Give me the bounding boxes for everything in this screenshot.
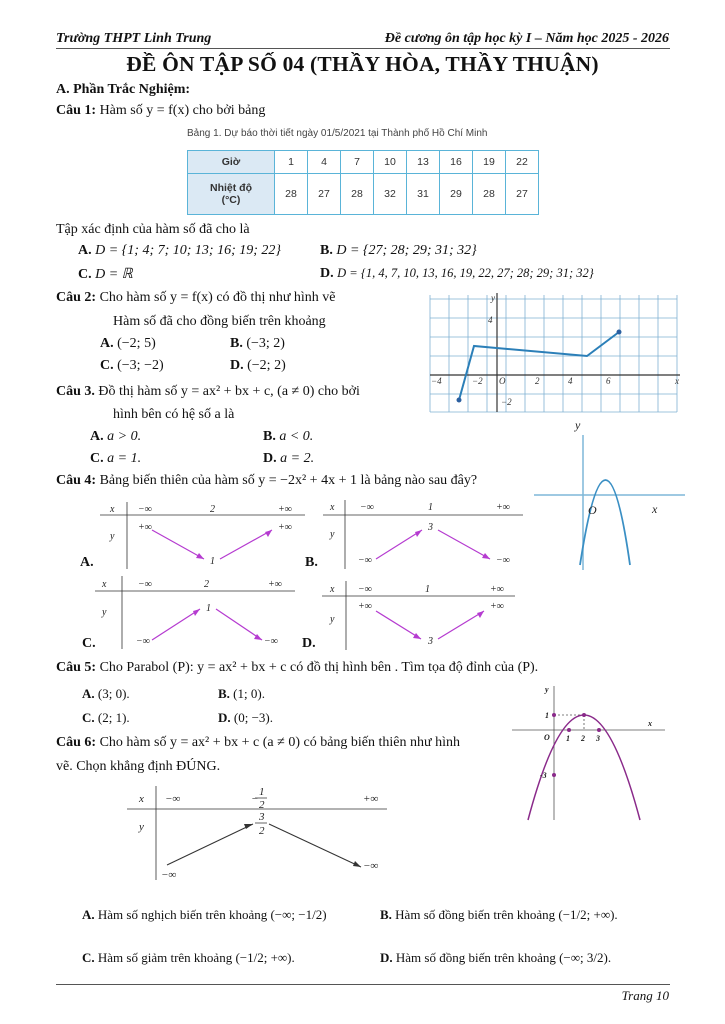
svg-text:2: 2 bbox=[210, 504, 215, 515]
q6-option-b[interactable]: B. Hàm số đồng biến trên khoảng (−1/2; +∞). bbox=[380, 907, 618, 922]
q1-option-c[interactable]: C. D = ℝ bbox=[78, 267, 133, 282]
q1-stem: Câu 1: Hàm số y = f(x) cho bởi bảng bbox=[56, 103, 266, 118]
q6-variation-table bbox=[125, 782, 390, 882]
q3-graph bbox=[530, 415, 690, 575]
parabola bbox=[528, 715, 640, 820]
graph-point bbox=[617, 330, 622, 335]
svg-text:x: x bbox=[102, 579, 107, 590]
svg-text:x: x bbox=[139, 793, 144, 805]
svg-text:−∞: −∞ bbox=[358, 555, 372, 566]
svg-text:+∞: +∞ bbox=[278, 522, 292, 533]
svg-text:y: y bbox=[575, 418, 581, 432]
svg-text:x: x bbox=[330, 584, 335, 595]
course-title: Đề cương ôn tập học kỳ I – Năm học 2025 - 2026 bbox=[384, 31, 669, 46]
q6-option-d[interactable]: D. Hàm số đồng biến trên khoảng (−∞; 3/2). bbox=[380, 950, 612, 965]
q3-stem: Câu 3. Đồ thị hàm số y = ax² + bx + c, (a ≠ 0) cho bởi bbox=[56, 384, 360, 399]
temp-cell: 27 bbox=[506, 174, 539, 215]
svg-text:2: 2 bbox=[581, 734, 585, 743]
svg-text:2: 2 bbox=[204, 579, 209, 590]
q3-option-c[interactable]: C. a = 1. bbox=[90, 451, 142, 466]
q1-option-b[interactable]: B. D = {27; 28; 29; 31; 32} bbox=[320, 243, 477, 258]
svg-text:y: y bbox=[330, 614, 335, 625]
svg-text:−2: −2 bbox=[501, 397, 512, 407]
q2-option-c[interactable]: C. (−3; −2) bbox=[100, 358, 164, 373]
temp-cell: 29 bbox=[440, 174, 473, 215]
q4-option-d[interactable]: D. bbox=[302, 636, 316, 651]
svg-text:−∞: −∞ bbox=[264, 636, 278, 647]
hour-cell: 19 bbox=[473, 151, 506, 174]
q1-option-d[interactable]: D. D = {1, 4, 7, 10, 13, 16, 19, 22, 27; 28; 29; 31; 32} bbox=[320, 266, 594, 281]
svg-text:1: 1 bbox=[566, 734, 570, 743]
temp-cell: 31 bbox=[407, 174, 440, 215]
temp-cell: 28 bbox=[341, 174, 374, 215]
svg-text:−∞: −∞ bbox=[138, 579, 152, 590]
svg-text:x: x bbox=[110, 504, 115, 515]
svg-text:4: 4 bbox=[488, 315, 493, 325]
hour-cell: 13 bbox=[407, 151, 440, 174]
q5-graph bbox=[510, 682, 670, 822]
graph-curve bbox=[459, 332, 619, 400]
svg-text:y: y bbox=[102, 607, 107, 618]
svg-text:−∞: −∞ bbox=[138, 504, 152, 515]
svg-text:2: 2 bbox=[259, 825, 265, 837]
svg-text:y: y bbox=[139, 821, 144, 833]
school-name: Trường THPT Linh Trung bbox=[56, 31, 212, 46]
q6-stem: Câu 6: Cho hàm số y = ax² + bx + c (a ≠ 0) có bảng biến thiên như hình bbox=[56, 735, 460, 750]
svg-text:O: O bbox=[499, 376, 506, 386]
q5-option-a[interactable]: A. (3; 0). bbox=[82, 686, 130, 701]
svg-text:−∞: −∞ bbox=[165, 793, 181, 805]
svg-text:1: 1 bbox=[425, 584, 430, 595]
svg-text:−∞: −∞ bbox=[363, 860, 379, 872]
q4-stem: Câu 4: Bảng biến thiên của hàm số y = −2x² + 4x + 1 là bảng nào sau đây? bbox=[56, 473, 478, 488]
svg-text:−∞: −∞ bbox=[360, 502, 374, 513]
svg-text:y: y bbox=[330, 529, 335, 540]
svg-text:1: 1 bbox=[428, 502, 433, 513]
svg-text:1: 1 bbox=[259, 786, 265, 798]
svg-text:+∞: +∞ bbox=[496, 502, 510, 513]
q4-table-b bbox=[318, 497, 528, 572]
q5-option-b[interactable]: B. (1; 0). bbox=[218, 686, 265, 701]
q6-option-a[interactable]: A. Hàm số nghịch biến trên khoảng (−∞; −1/2) bbox=[82, 907, 327, 922]
q2-option-d[interactable]: D. (−2; 2) bbox=[230, 358, 286, 373]
svg-text:−2: −2 bbox=[472, 376, 483, 386]
svg-text:O: O bbox=[544, 733, 550, 742]
q5-stem: Câu 5: Cho Parabol (P): y = ax² + bx + c có đồ thị hình bên . Tìm tọa độ đỉnh của (P). bbox=[56, 660, 539, 675]
svg-text:3: 3 bbox=[596, 734, 600, 743]
q1-table-caption: Bảng 1. Dự báo thời tiết ngày 01/5/2021 tại Thành phố Hồ Chí Minh bbox=[187, 128, 488, 139]
svg-text:+∞: +∞ bbox=[268, 579, 282, 590]
q3-option-a[interactable]: A. a > 0. bbox=[90, 429, 142, 444]
hour-cell: 22 bbox=[506, 151, 539, 174]
svg-text:2: 2 bbox=[259, 799, 265, 811]
q4-option-c[interactable]: C. bbox=[82, 636, 96, 651]
svg-text:1: 1 bbox=[545, 711, 549, 720]
graph-point bbox=[457, 398, 462, 403]
svg-text:+∞: +∞ bbox=[363, 793, 379, 805]
q1-prompt: Tập xác định của hàm số đã cho là bbox=[56, 222, 250, 237]
svg-text:O: O bbox=[588, 503, 597, 517]
q2-graph bbox=[425, 290, 685, 415]
svg-text:+∞: +∞ bbox=[358, 601, 372, 612]
q2-option-b[interactable]: B. (−3; 2) bbox=[230, 336, 285, 351]
hour-cell: 4 bbox=[308, 151, 341, 174]
svg-text:3: 3 bbox=[428, 522, 433, 533]
q1-option-a[interactable]: A. D = {1; 4; 7; 10; 13; 16; 19; 22} bbox=[78, 243, 282, 258]
svg-text:-3: -3 bbox=[540, 771, 547, 780]
q4-table-a bbox=[80, 497, 310, 572]
table-header-temp: Nhiệt độ (°C) bbox=[188, 174, 275, 215]
q5-option-d[interactable]: D. (0; −3). bbox=[218, 710, 273, 725]
svg-text:+∞: +∞ bbox=[138, 522, 152, 533]
svg-text:x: x bbox=[652, 502, 658, 516]
svg-text:−: − bbox=[251, 793, 259, 805]
svg-text:6: 6 bbox=[606, 376, 611, 386]
q3-prompt: hình bên có hệ số a là bbox=[113, 407, 235, 422]
svg-text:−4: −4 bbox=[431, 376, 442, 386]
svg-text:+∞: +∞ bbox=[278, 504, 292, 515]
svg-text:1: 1 bbox=[210, 556, 215, 567]
svg-text:3: 3 bbox=[428, 636, 433, 647]
temp-cell: 32 bbox=[374, 174, 407, 215]
svg-text:y: y bbox=[110, 531, 115, 542]
svg-text:−∞: −∞ bbox=[161, 869, 177, 881]
svg-text:+∞: +∞ bbox=[490, 584, 504, 595]
q4-table-d bbox=[320, 578, 520, 653]
q6-stem-2: vẽ. Chọn khẳng định ĐÚNG. bbox=[56, 759, 221, 774]
svg-text:−∞: −∞ bbox=[136, 636, 150, 647]
svg-text:1: 1 bbox=[206, 603, 211, 614]
svg-text:x: x bbox=[648, 719, 652, 728]
q5-option-c[interactable]: C. (2; 1). bbox=[82, 710, 130, 725]
svg-text:y: y bbox=[491, 293, 495, 303]
table-header-hour: Giờ bbox=[188, 151, 275, 174]
temp-cell: 28 bbox=[275, 174, 308, 215]
svg-text:y: y bbox=[545, 685, 549, 694]
svg-text:3: 3 bbox=[259, 811, 265, 823]
svg-text:−∞: −∞ bbox=[358, 584, 372, 595]
footer-rule bbox=[56, 984, 670, 985]
page-title: ĐỀ ÔN TẬP SỐ 04 (THẦY HÒA, THẦY THUẬN) bbox=[126, 52, 599, 76]
header-rule bbox=[56, 48, 670, 49]
q3-option-b[interactable]: B. a < 0. bbox=[263, 429, 314, 444]
hour-cell: 16 bbox=[440, 151, 473, 174]
hour-cell: 10 bbox=[374, 151, 407, 174]
svg-text:x: x bbox=[330, 502, 335, 513]
parabola bbox=[580, 480, 630, 565]
hour-cell: 7 bbox=[341, 151, 374, 174]
svg-text:+∞: +∞ bbox=[490, 601, 504, 612]
weather-table bbox=[187, 150, 539, 215]
q4-option-b[interactable]: B. bbox=[305, 555, 318, 570]
svg-text:4: 4 bbox=[568, 376, 573, 386]
temp-cell: 28 bbox=[473, 174, 506, 215]
q2-prompt: Hàm số đã cho đồng biến trên khoảng bbox=[113, 314, 326, 329]
q4-table-c bbox=[90, 573, 300, 651]
page-number: Trang 10 bbox=[621, 988, 669, 1003]
q4-option-a[interactable]: A. bbox=[80, 555, 94, 570]
q6-option-c[interactable]: C. Hàm số giảm trên khoảng (−1/2; +∞). bbox=[82, 950, 295, 965]
q3-option-d[interactable]: D. a = 2. bbox=[263, 451, 315, 466]
q2-stem: Câu 2: Cho hàm số y = f(x) có đồ thị như hình vẽ bbox=[56, 290, 336, 305]
svg-text:−∞: −∞ bbox=[496, 555, 510, 566]
temp-cell: 27 bbox=[308, 174, 341, 215]
svg-text:x: x bbox=[675, 376, 679, 386]
svg-text:2: 2 bbox=[535, 376, 540, 386]
q2-option-a[interactable]: A. (−2; 5) bbox=[100, 336, 156, 351]
hour-cell: 1 bbox=[275, 151, 308, 174]
section-a-heading: A. Phần Trắc Nghiệm: bbox=[56, 82, 191, 97]
